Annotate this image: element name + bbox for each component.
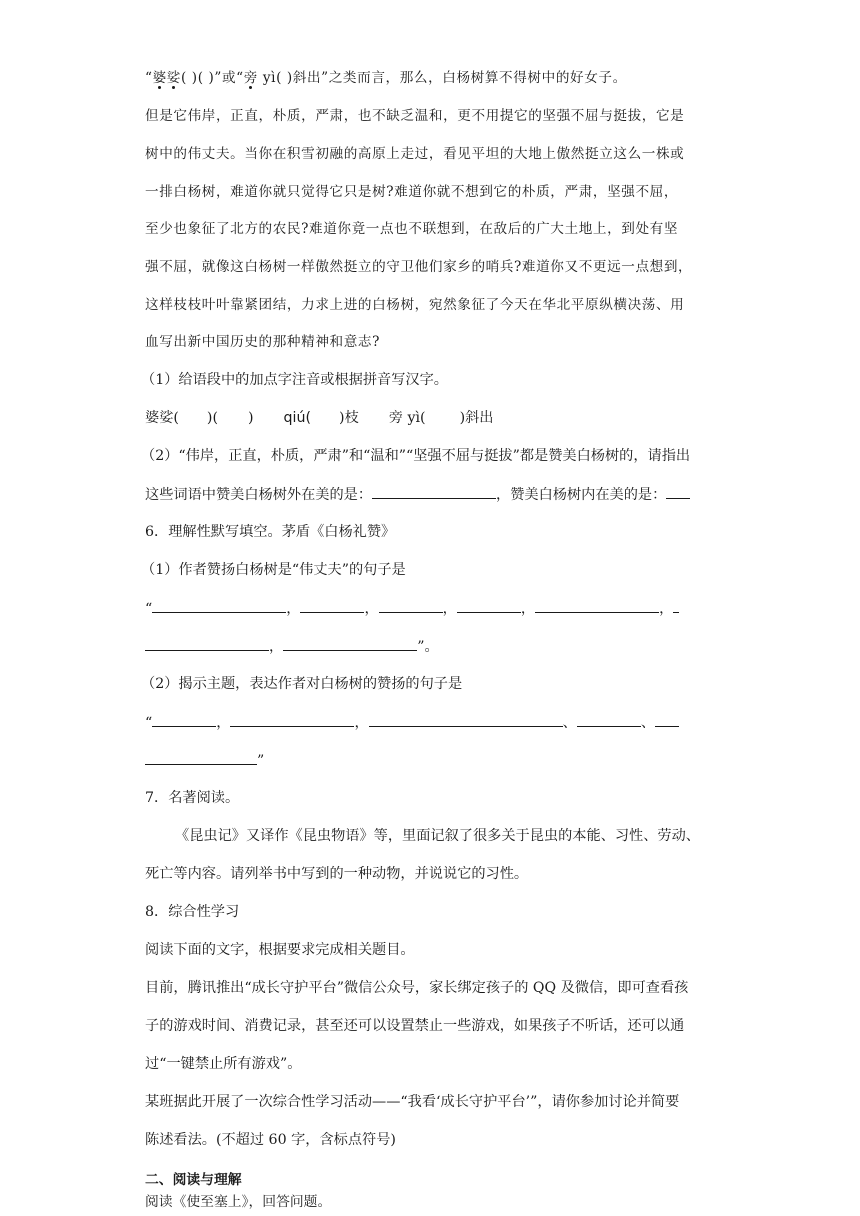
blank-6-1-b[interactable] [300,598,364,613]
dotted-char-pang: 旁 [243,70,258,86]
blank-6-1-e[interactable] [535,598,659,613]
q5-sub1-answers: 婆娑( )( ) qiú( )枝 旁 yì( )斜出 [145,410,494,426]
dotted-word-posuo: 婆娑 [152,70,181,86]
passage-line-1: “婆娑( )( )”或“旁 yì( )斜出”之类而言，那么，白杨树算不得树中的好女子。 [145,70,627,86]
q8-line3: 子的游戏时间、消费记录，甚至还可以设置禁止一些游戏，如果孩子不听话，还可以通 [145,1018,685,1034]
blank-6-2-d[interactable] [577,712,641,727]
q8-line6: 陈述看法。(不超过 60 字，含标点符号) [145,1132,396,1148]
q5-sub2-line2: 这些词语中赞美白杨树外在美的是： ，赞美白杨树内在美的是： [145,484,690,505]
passage-line-4: 一排白杨树，难道你就只觉得它只是树?难道你就不想到它的朴质，严肃，坚强不屈， [145,184,679,200]
q7-title: 7．名著阅读。 [145,790,240,806]
section2-title: 二、阅读与理解 [145,1172,242,1188]
blank-6-2-a[interactable] [152,712,216,727]
passage-line-5: 至少也象征了北方的农民?难道你竟一点也不联想到，在敌后的广大土地上，到处有坚 [145,221,679,237]
q6-sub2: （2）揭示主题，表达作者对白杨树的赞扬的句子是 [141,676,463,692]
passage-line-8: 血写出新中国历史的那种精神和意志? [145,334,380,350]
q6-sub1: （1）作者赞扬白杨树是“伟丈夫”的句子是 [141,562,406,578]
blank-6-1-c[interactable] [379,598,443,613]
q5-sub2-line1: （2）“伟岸，正直，朴质，严肃”和“温和”“坚强不屈与挺拔”都是赞美白杨树的，请指出 [141,448,691,464]
blank-6-2-c[interactable] [369,712,563,727]
q8-title: 8．综合性学习 [145,904,240,920]
q8-line1: 阅读下面的文字，根据要求完成相关题目。 [145,942,415,958]
q6-sub1-blanks-row2: ， ”。 [145,636,439,657]
blank-outer-beauty[interactable] [372,484,496,499]
q8-line2: 目前，腾讯推出“成长守护平台”微信公众号，家长绑定孩子的 QQ 及微信，即可查看孩 [145,980,689,996]
section2-line1: 阅读《使至塞上》，回答问题。 [145,1194,332,1210]
blank-6-2-e[interactable] [145,750,257,765]
q8-line5: 某班据此开展了一次综合性学习活动——“我看‘成长守护平台’”，请你参加讨论并简要 [145,1094,680,1110]
blank-inner-beauty[interactable] [666,484,690,499]
blank-6-1-f-start[interactable] [673,598,679,613]
blank-6-1-a[interactable] [152,598,286,613]
q5-sub1: （1）给语段中的加点字注音或根据拼音写汉字。 [141,372,448,388]
passage-line-6: 强不屈，就像这白杨树一样傲然挺立的守卫他们家乡的哨兵?难道你又不更远一点想到， [145,259,693,275]
q7-line1: 《昆虫记》又译作《昆虫物语》等，里面记叙了很多关于昆虫的本能、习性、劳动、 [175,828,700,844]
q6-sub1-blanks-row1: “ ， ， ， ， ， [145,598,679,619]
blank-6-2-e-start[interactable] [655,712,679,727]
blank-6-1-d[interactable] [457,598,521,613]
passage-line-2: 但是它伟岸，正直，朴质，严肃，也不缺乏温和，更不用提它的坚强不屈与挺拔，它是 [145,108,685,124]
q8-line4: 过“一键禁止所有游戏”。 [145,1056,302,1072]
q6-title: 6．理解性默写填空。茅盾《白杨礼赞》 [145,524,396,540]
blank-6-2-b[interactable] [230,712,354,727]
passage-line-3: 树中的伟丈夫。当你在积雪初融的高原上走过，看见平坦的大地上傲然挺立这么一株或 [145,146,685,162]
q6-sub2-blanks-row2: ” [145,750,264,771]
q7-line2: 死亡等内容。请列举书中写到的一种动物，并说说它的习性。 [145,866,529,882]
blank-6-1-f[interactable] [145,636,269,651]
q6-sub2-blanks-row1: “ ， ， 、 、 [145,712,679,733]
blank-6-1-g[interactable] [283,636,417,651]
passage-line-7: 这样枝枝叶叶靠紧团结，力求上进的白杨树，宛然象征了今天在华北平原纵横决荡、用 [145,297,685,313]
